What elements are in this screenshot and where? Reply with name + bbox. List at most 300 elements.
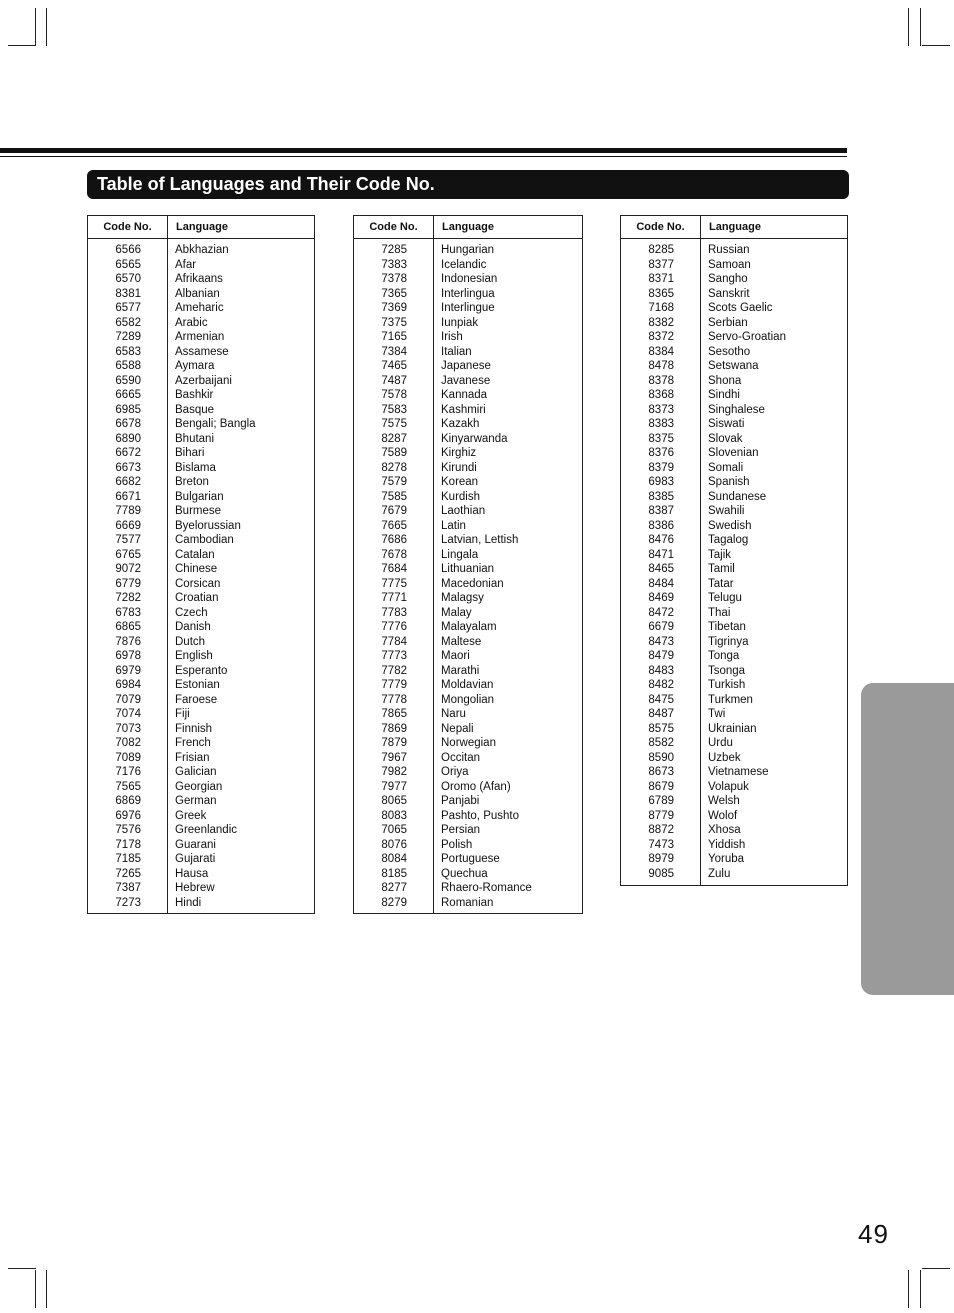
- language-cell: Abkhazian: [175, 244, 229, 256]
- language-cell: Quechua: [441, 867, 488, 880]
- language-cell: Ukrainian: [708, 722, 757, 735]
- language-cell: Oromo (Afan): [441, 780, 511, 793]
- language-cell: Maori: [441, 650, 470, 662]
- language-cell: Armenian: [175, 331, 225, 343]
- language-cell: Tamil: [708, 563, 735, 575]
- code-cell: 6765: [115, 548, 141, 561]
- code-cell: 8482: [648, 679, 674, 691]
- code-cell: 8378: [648, 374, 674, 387]
- language-cell: Spanish: [708, 476, 750, 488]
- code-cell: 8375: [648, 432, 674, 445]
- language-cell: Tibetan: [708, 621, 746, 633]
- language-cell: Turkish: [708, 679, 746, 691]
- language-cell: Samoan: [708, 258, 751, 271]
- language-cell: Chinese: [175, 563, 218, 575]
- language-cell: Macedonian: [441, 577, 504, 590]
- code-cell: 7473: [648, 838, 674, 851]
- language-cell: Indonesian: [441, 273, 498, 285]
- code-cell: 8376: [648, 447, 674, 459]
- code-cell: 8779: [648, 809, 674, 822]
- code-cell: 7783: [381, 606, 407, 619]
- language-cell: Korean: [441, 476, 479, 488]
- code-cell: 7165: [381, 331, 407, 343]
- code-cell: 8377: [648, 258, 674, 271]
- code-cell: 7065: [381, 824, 407, 836]
- code-cell: 8487: [648, 708, 674, 720]
- language-cell: Bislama: [175, 461, 216, 474]
- code-cell: 7487: [381, 374, 407, 387]
- language-cell: Greek: [175, 809, 207, 822]
- language-cell: Aymara: [175, 360, 215, 372]
- code-cell: 6583: [115, 345, 141, 358]
- language-cell: Servo-Groatian: [708, 331, 786, 343]
- language-cell: Bashkir: [175, 389, 214, 401]
- crop-mark: [908, 1270, 909, 1308]
- page-number: 49: [858, 1219, 889, 1249]
- language-cell: Mongolian: [441, 693, 495, 706]
- code-cell: 7273: [115, 896, 141, 909]
- language-cell: Siswati: [708, 418, 745, 430]
- language-column-header: Language: [176, 221, 228, 233]
- code-cell: 8679: [648, 780, 674, 793]
- language-cell: Tagalog: [708, 534, 749, 546]
- code-cell: 6582: [115, 316, 141, 329]
- code-column-header: Code No.: [621, 216, 701, 238]
- language-cell: Irish: [441, 331, 463, 343]
- language-cell: Zulu: [708, 867, 731, 880]
- language-cell: Finnish: [175, 722, 213, 735]
- code-cell: 7082: [115, 737, 141, 749]
- code-cell: 6577: [115, 302, 141, 314]
- code-cell: 8473: [648, 635, 674, 648]
- code-cell: 7378: [381, 273, 407, 285]
- language-cell: Icelandic: [441, 258, 487, 271]
- language-cell: Georgian: [175, 780, 223, 793]
- language-cell: Hebrew: [175, 882, 215, 894]
- language-cell: Telugu: [708, 592, 742, 604]
- language-cell: Arabic: [175, 316, 208, 329]
- code-cell: 8065: [381, 795, 407, 807]
- code-cell: 6682: [115, 476, 141, 488]
- language-cell: Welsh: [708, 795, 740, 807]
- language-cell: Lingala: [441, 548, 479, 561]
- code-cell: 6673: [115, 461, 141, 474]
- code-cell: 7578: [381, 389, 407, 401]
- language-table-2: [353, 215, 583, 914]
- code-cell: 7579: [381, 476, 407, 488]
- language-cell: Fiji: [175, 708, 190, 720]
- language-cell: Malayalam: [441, 621, 497, 633]
- language-cell: Wolof: [708, 809, 738, 822]
- code-cell: 8365: [648, 287, 674, 300]
- language-cell: Interlingue: [441, 302, 495, 314]
- code-cell: 6570: [115, 273, 141, 285]
- code-cell: 8469: [648, 592, 674, 604]
- code-cell: 6783: [115, 606, 141, 619]
- code-cell: 7879: [381, 737, 407, 749]
- language-cell: Lithuanian: [441, 563, 495, 575]
- code-cell: 8382: [648, 316, 674, 329]
- language-cell: Estonian: [175, 679, 220, 691]
- language-cell: Sanskrit: [708, 287, 750, 300]
- code-cell: 7375: [381, 316, 407, 329]
- code-cell: 6669: [115, 519, 141, 532]
- language-cell: Nepali: [441, 722, 474, 735]
- code-cell: 7369: [381, 302, 407, 314]
- code-cell: 7178: [115, 838, 141, 851]
- language-cell: Latin: [441, 519, 466, 532]
- language-cell: Dutch: [175, 635, 206, 648]
- code-cell: 8479: [648, 650, 674, 662]
- language-column: [701, 239, 786, 885]
- code-cell: 6679: [648, 621, 674, 633]
- code-cell: 7686: [381, 534, 407, 546]
- code-cell: 8381: [115, 287, 141, 300]
- code-cell: 7865: [381, 708, 407, 720]
- language-cell: Tigrinya: [708, 635, 749, 648]
- code-cell: 8475: [648, 693, 674, 706]
- code-cell: 7585: [381, 490, 407, 503]
- code-cell: 7779: [381, 679, 407, 691]
- code-cell: 7575: [381, 418, 407, 430]
- code-cell: 6865: [115, 621, 141, 633]
- language-cell: Marathi: [441, 664, 480, 677]
- language-cell: Vietnamese: [708, 766, 769, 778]
- code-cell: 6890: [115, 432, 141, 445]
- section-side-tab: [861, 683, 954, 995]
- code-cell: 6979: [115, 664, 141, 677]
- language-cell: Kashmiri: [441, 403, 486, 416]
- table-header: [354, 216, 582, 239]
- language-column: [168, 239, 256, 914]
- page-title: Table of Languages and Their Code No.: [87, 170, 849, 199]
- language-cell: Romanian: [441, 896, 494, 909]
- table-header: [621, 216, 847, 239]
- code-cell: 6672: [115, 447, 141, 459]
- code-cell: 7679: [381, 505, 407, 517]
- language-cell: Singhalese: [708, 403, 765, 416]
- language-cell: German: [175, 795, 217, 807]
- code-cell: 9072: [115, 563, 141, 575]
- language-cell: Laothian: [441, 505, 486, 517]
- code-cell: 7387: [115, 882, 141, 894]
- language-cell: Yoruba: [708, 853, 745, 865]
- language-cell: Tajik: [708, 548, 732, 561]
- crop-mark: [8, 1268, 36, 1269]
- code-cell: 7265: [115, 867, 141, 880]
- language-cell: Galician: [175, 766, 217, 778]
- language-cell: Swahili: [708, 505, 745, 517]
- code-cell: 7383: [381, 258, 407, 271]
- language-cell: Somali: [708, 461, 744, 474]
- language-cell: Guarani: [175, 838, 216, 851]
- code-cell: 6976: [115, 809, 141, 822]
- code-cell: 7678: [381, 548, 407, 561]
- code-cell: 7589: [381, 447, 407, 459]
- code-column-header: Code No.: [354, 216, 434, 238]
- crop-mark: [35, 8, 36, 46]
- language-cell: French: [175, 737, 211, 749]
- crop-mark: [920, 1270, 921, 1308]
- language-cell: Burmese: [175, 505, 222, 517]
- code-cell: 7977: [381, 780, 407, 793]
- language-cell: Russian: [708, 244, 750, 256]
- code-cell: 6978: [115, 650, 141, 662]
- code-cell: 7784: [381, 635, 407, 648]
- language-cell: Urdu: [708, 737, 733, 749]
- language-cell: Kazakh: [441, 418, 480, 430]
- code-cell: 8476: [648, 534, 674, 546]
- code-cell: 6565: [115, 258, 141, 271]
- language-table-3: [620, 215, 848, 886]
- code-cell: 8083: [381, 809, 407, 822]
- language-cell: Rhaero-Romance: [441, 882, 532, 894]
- language-cell: Tonga: [708, 650, 740, 662]
- code-cell: 7773: [381, 650, 407, 662]
- code-cell: 7778: [381, 693, 407, 706]
- code-cell: 7782: [381, 664, 407, 677]
- language-cell: Bihari: [175, 447, 205, 459]
- header-rule-thick: [0, 148, 847, 153]
- code-cell: 7967: [381, 751, 407, 764]
- language-cell: Serbian: [708, 316, 748, 329]
- language-cell: Greenlandic: [175, 824, 238, 836]
- code-cell: 8582: [648, 737, 674, 749]
- code-cell: 7776: [381, 621, 407, 633]
- code-cell: 7583: [381, 403, 407, 416]
- language-cell: Albanian: [175, 287, 220, 300]
- code-cell: 6678: [115, 418, 141, 430]
- code-column: [88, 239, 168, 914]
- code-cell: 8590: [648, 751, 674, 764]
- code-cell: 8368: [648, 389, 674, 401]
- language-cell: Corsican: [175, 577, 221, 590]
- language-cell: Naru: [441, 708, 466, 720]
- code-cell: 8386: [648, 519, 674, 532]
- code-cell: 8483: [648, 664, 674, 677]
- language-cell: Cambodian: [175, 534, 234, 546]
- code-cell: 7365: [381, 287, 407, 300]
- language-cell: Basque: [175, 403, 215, 416]
- language-cell: Frisian: [175, 751, 210, 764]
- language-cell: Slovenian: [708, 447, 759, 459]
- language-cell: Tsonga: [708, 664, 746, 677]
- language-cell: Persian: [441, 824, 480, 836]
- language-cell: Afar: [175, 258, 197, 271]
- code-column-header: Code No.: [88, 216, 168, 238]
- code-cell: 8278: [381, 461, 407, 474]
- language-cell: Twi: [708, 708, 726, 720]
- language-cell: Byelorussian: [175, 519, 241, 532]
- code-cell: 7665: [381, 519, 407, 532]
- language-cell: Kannada: [441, 389, 488, 401]
- code-cell: 7869: [381, 722, 407, 735]
- code-cell: 8465: [648, 563, 674, 575]
- code-cell: 6590: [115, 374, 141, 387]
- code-cell: 6983: [648, 476, 674, 488]
- code-cell: 6789: [648, 795, 674, 807]
- language-cell: Latvian, Lettish: [441, 534, 519, 546]
- language-cell: Bulgarian: [175, 490, 224, 503]
- language-cell: Xhosa: [708, 824, 741, 836]
- code-cell: 6985: [115, 403, 141, 416]
- language-cell: Faroese: [175, 693, 218, 706]
- code-cell: 8384: [648, 345, 674, 358]
- language-column-header: Language: [442, 221, 494, 233]
- language-cell: Kinyarwanda: [441, 432, 508, 445]
- language-cell: Oriya: [441, 766, 469, 778]
- code-cell: 6566: [115, 244, 141, 256]
- language-cell: Ameharic: [175, 302, 224, 314]
- language-cell: Yiddish: [708, 838, 746, 851]
- crop-mark: [922, 45, 950, 46]
- language-cell: Setswana: [708, 360, 759, 372]
- code-cell: 8383: [648, 418, 674, 430]
- language-cell: Turkmen: [708, 693, 753, 706]
- language-cell: Iunpiak: [441, 316, 479, 329]
- language-cell: Bengali; Bangla: [175, 418, 256, 430]
- code-cell: 9085: [648, 867, 674, 880]
- code-cell: 8471: [648, 548, 674, 561]
- language-cell: Esperanto: [175, 664, 228, 677]
- code-cell: 7185: [115, 853, 141, 865]
- language-cell: Catalan: [175, 548, 215, 561]
- code-cell: 6779: [115, 577, 141, 590]
- code-cell: 8979: [648, 853, 674, 865]
- language-cell: Panjabi: [441, 795, 480, 807]
- code-cell: 6665: [115, 389, 141, 401]
- language-cell: Shona: [708, 374, 742, 387]
- code-cell: 8379: [648, 461, 674, 474]
- code-cell: 7176: [115, 766, 141, 778]
- code-cell: 7073: [115, 722, 141, 735]
- language-cell: Pashto, Pushto: [441, 809, 519, 822]
- code-cell: 7289: [115, 331, 141, 343]
- crop-mark: [8, 45, 36, 46]
- language-cell: Malagsy: [441, 592, 484, 604]
- code-cell: 8575: [648, 722, 674, 735]
- language-cell: Moldavian: [441, 679, 494, 691]
- language-cell: Volapuk: [708, 780, 749, 793]
- code-cell: 8371: [648, 273, 674, 285]
- code-cell: 8373: [648, 403, 674, 416]
- language-cell: Assamese: [175, 345, 229, 358]
- code-cell: 8484: [648, 577, 674, 590]
- code-cell: 7282: [115, 592, 141, 604]
- language-cell: Czech: [175, 606, 208, 619]
- crop-mark: [35, 1270, 36, 1308]
- language-cell: Sesotho: [708, 345, 751, 358]
- code-column: [354, 239, 434, 914]
- code-cell: 7565: [115, 780, 141, 793]
- language-cell: Occitan: [441, 751, 480, 764]
- language-cell: Interlingua: [441, 287, 495, 300]
- language-cell: Croatian: [175, 592, 219, 604]
- code-cell: 7384: [381, 345, 407, 358]
- code-cell: 7079: [115, 693, 141, 706]
- language-cell: Uzbek: [708, 751, 741, 764]
- code-cell: 6984: [115, 679, 141, 691]
- language-cell: Italian: [441, 345, 472, 358]
- language-cell: Sindhi: [708, 389, 740, 401]
- language-cell: Hindi: [175, 896, 202, 909]
- language-cell: Danish: [175, 621, 211, 633]
- language-cell: Kirghiz: [441, 447, 477, 459]
- code-cell: 8472: [648, 606, 674, 619]
- language-cell: Scots Gaelic: [708, 302, 773, 314]
- language-table-1: [87, 215, 315, 914]
- language-cell: Kurdish: [441, 490, 480, 503]
- language-cell: Norwegian: [441, 737, 496, 749]
- code-column: [621, 239, 701, 885]
- language-cell: Japanese: [441, 360, 491, 372]
- language-cell: Breton: [175, 476, 209, 488]
- code-cell: 7577: [115, 534, 141, 546]
- code-cell: 8673: [648, 766, 674, 778]
- language-cell: Maltese: [441, 635, 482, 648]
- code-cell: 8277: [381, 882, 407, 894]
- code-cell: 8084: [381, 853, 407, 865]
- code-cell: 8385: [648, 490, 674, 503]
- code-cell: 7074: [115, 708, 141, 720]
- code-cell: 7684: [381, 563, 407, 575]
- crop-mark: [920, 8, 921, 46]
- language-cell: Afrikaans: [175, 273, 223, 285]
- code-cell: 8387: [648, 505, 674, 517]
- language-cell: Gujarati: [175, 853, 216, 865]
- code-cell: 6869: [115, 795, 141, 807]
- language-cell: Polish: [441, 838, 473, 851]
- language-cell: Hungarian: [441, 244, 495, 256]
- language-cell: Javanese: [441, 374, 491, 387]
- code-cell: 8372: [648, 331, 674, 343]
- code-cell: 8872: [648, 824, 674, 836]
- language-column-header: Language: [709, 221, 761, 233]
- header-rule-thin: [0, 156, 847, 157]
- language-cell: Portuguese: [441, 853, 500, 865]
- code-cell: 7982: [381, 766, 407, 778]
- crop-mark: [46, 1270, 47, 1308]
- code-cell: 7789: [115, 505, 141, 517]
- code-cell: 8076: [381, 838, 407, 851]
- code-cell: 8285: [648, 244, 674, 256]
- language-column: [434, 239, 532, 914]
- code-cell: 7168: [648, 302, 674, 314]
- language-cell: English: [175, 650, 213, 662]
- language-cell: Tatar: [708, 577, 734, 590]
- code-cell: 7285: [381, 244, 407, 256]
- language-cell: Kirundi: [441, 461, 477, 474]
- language-cell: Hausa: [175, 867, 209, 880]
- crop-mark: [922, 1268, 950, 1269]
- crop-mark: [46, 8, 47, 46]
- code-cell: 7771: [381, 592, 407, 604]
- code-cell: 7576: [115, 824, 141, 836]
- code-cell: 6588: [115, 360, 141, 372]
- code-cell: 8185: [381, 867, 407, 880]
- crop-mark: [908, 8, 909, 46]
- language-cell: Azerbaijani: [175, 374, 232, 387]
- code-cell: 8287: [381, 432, 407, 445]
- language-cell: Malay: [441, 606, 472, 619]
- language-cell: Thai: [708, 606, 731, 619]
- language-cell: Sundanese: [708, 490, 767, 503]
- language-cell: Slovak: [708, 432, 743, 445]
- language-cell: Swedish: [708, 519, 752, 532]
- table-header: [88, 216, 314, 239]
- code-cell: 7775: [381, 577, 407, 590]
- code-cell: 8279: [381, 896, 407, 909]
